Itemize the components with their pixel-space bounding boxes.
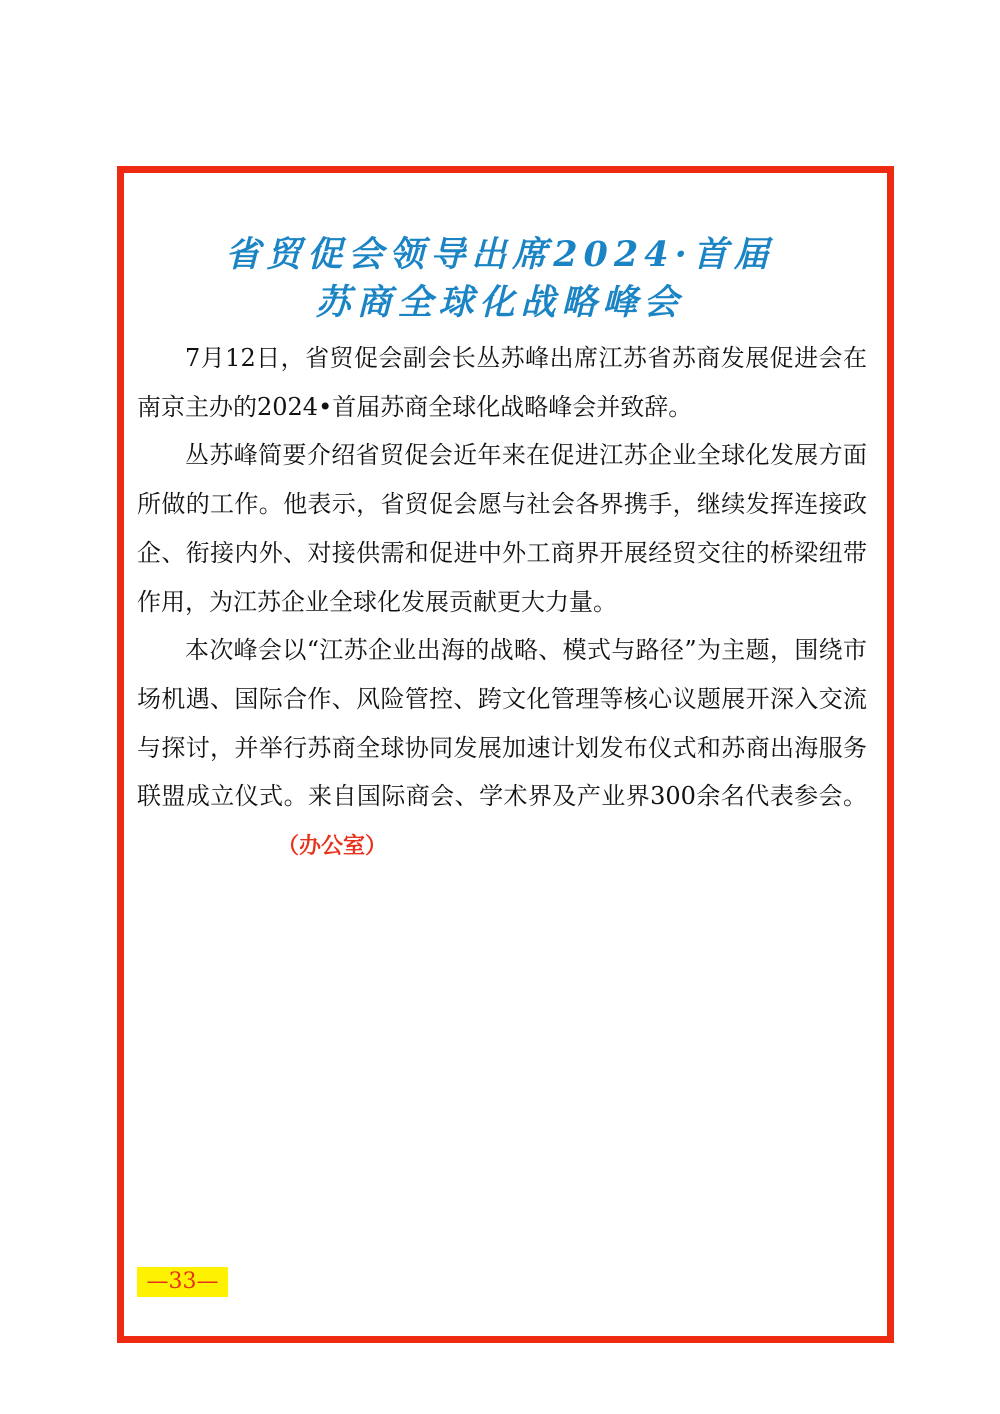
article-signature: （办公室） bbox=[277, 833, 388, 860]
page-number: —33— bbox=[137, 1267, 228, 1297]
article-paragraph-1: 7月12日，省贸促会副会长丛苏峰出席江苏省苏商发展促进会在南京主办的2024•首届苏商全球化战略峰会并致辞。 bbox=[137, 344, 867, 421]
article-title-line-1: 省贸促会领导出席2024·首届 bbox=[225, 234, 775, 275]
article-paragraph-3-text: 本次峰会以“江苏企业出海的战略、模式与路径”为主题，围绕市场机遇、国际合作、风险管控、跨文化管理等核心议题展开深入交流与探讨，并举行苏商全球协同发展加速计划发布仪式和苏商出海服务联盟成立仪式。来自国际商会、学术界及产业界300余名代表参会。 bbox=[137, 636, 867, 811]
article-paragraph-3 bbox=[137, 626, 867, 871]
article-paragraph-2: 丛苏峰简要介绍省贸促会近年来在促进江苏企业全球化发展方面所做的工作。他表示，省贸促会愿与社会各界携手，继续发挥连接政企、衔接内外、对接供需和促进中外工商界开展经贸交往的桥梁纽带作用，为江苏企业全球化发展贡献更大力量。 bbox=[137, 441, 867, 616]
article-body bbox=[137, 334, 867, 871]
article-title-line-2: 苏商全球化战略峰会 bbox=[315, 282, 685, 323]
